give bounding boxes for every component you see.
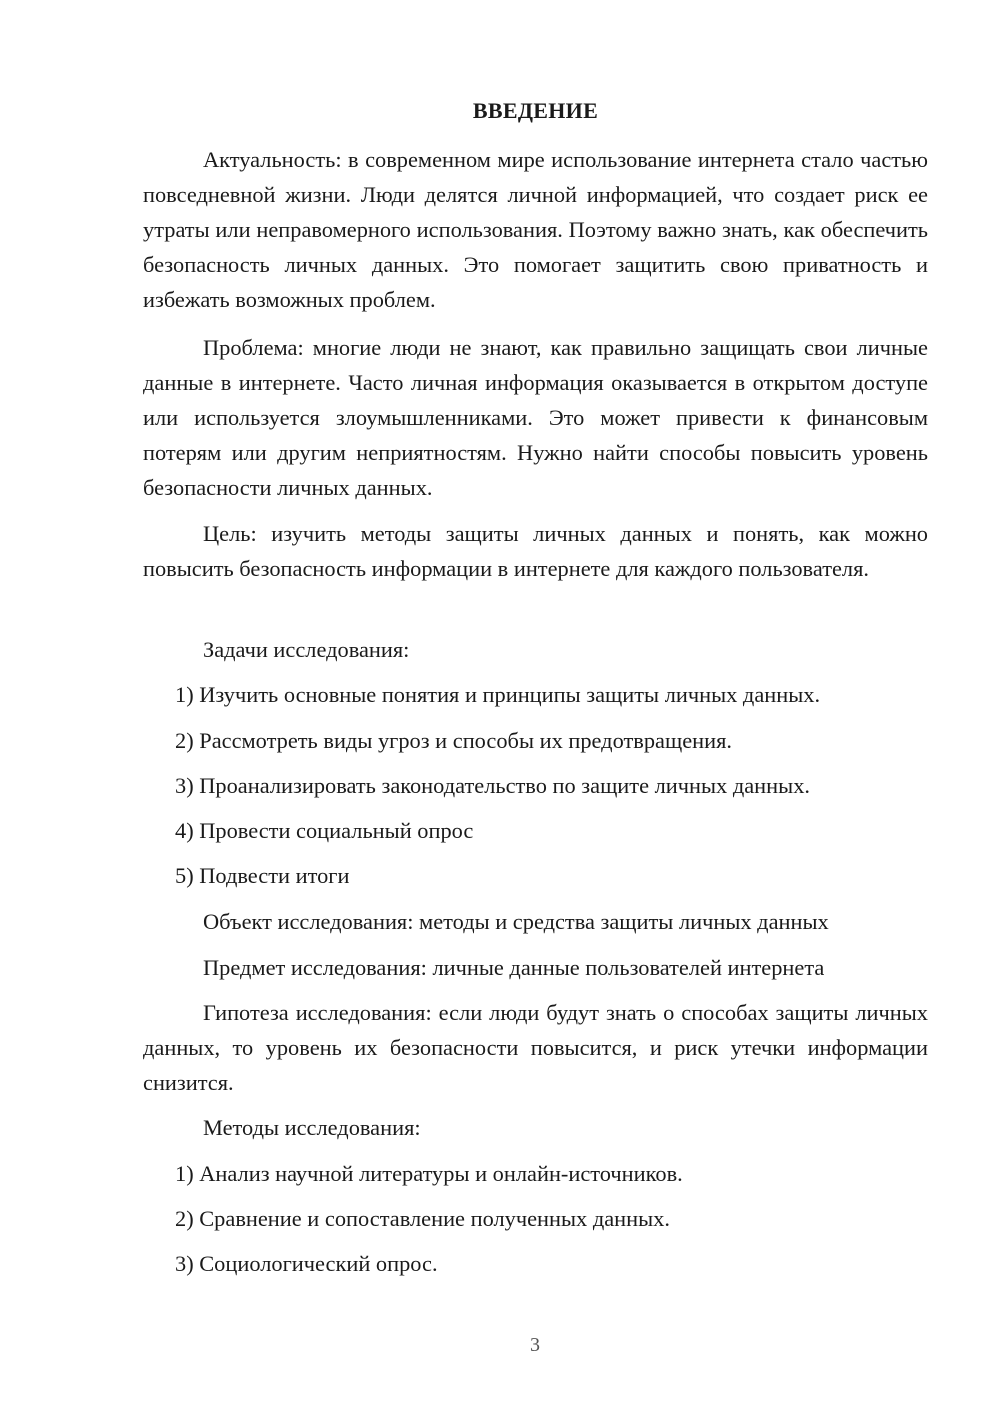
- task-item: 1) Изучить основные понятия и принципы защиты личных данных.: [175, 682, 821, 707]
- task-item: 3) Проанализировать законодательство по защите личных данных.: [175, 773, 810, 798]
- tasks-heading: Задачи исследования:: [203, 637, 410, 662]
- method-item: 2) Сравнение и сопоставление полученных данных.: [175, 1206, 670, 1231]
- object-line: Объект исследования: методы и средства защиты личных данных: [203, 909, 829, 934]
- problem-paragraph: Проблема: многие люди не знают, как правильно защищать свои личные данные в интернете. Часто личная информация оказывается в открытом доступе или используется злоумышленниками. Это может привести к финансовым потерям или другим неприятностям. Нужно найти способы повысить уровень безопасности личных данных.: [143, 335, 928, 500]
- relevance-paragraph: Актуальность: в современном мире использование интернета стало частью повседневной жизни. Люди делятся личной информацией, что создает риск ее утраты или неправомерного использования. Поэтому важно знать, как обеспечить безопасность личных данных. Это помогает защитить свою приватность и избежать возможных проблем.: [143, 147, 928, 312]
- method-item: 1) Анализ научной литературы и онлайн-источников.: [175, 1161, 683, 1186]
- subject-line: Предмет исследования: личные данные пользователей интернета: [203, 955, 825, 980]
- task-item: 2) Рассмотреть виды угроз и способы их предотвращения.: [175, 728, 733, 753]
- goal-paragraph: Цель: изучить методы защиты личных данных и понять, как можно повысить безопасность информации в интернете для каждого пользователя.: [143, 521, 928, 581]
- methods-heading: Методы исследования:: [203, 1115, 421, 1140]
- task-item: 4) Провести социальный опрос: [175, 818, 474, 843]
- section-title: ВВЕДЕНИЕ: [472, 98, 599, 123]
- page-number: 3: [530, 1334, 540, 1356]
- task-item: 5) Подвести итоги: [175, 863, 350, 888]
- method-item: 3) Социологический опрос.: [175, 1251, 438, 1276]
- hypothesis-paragraph: Гипотеза исследования: если люди будут знать о способах защиты личных данных, то уровень их безопасности повысится, и риск утечки информации снизится.: [143, 1000, 928, 1095]
